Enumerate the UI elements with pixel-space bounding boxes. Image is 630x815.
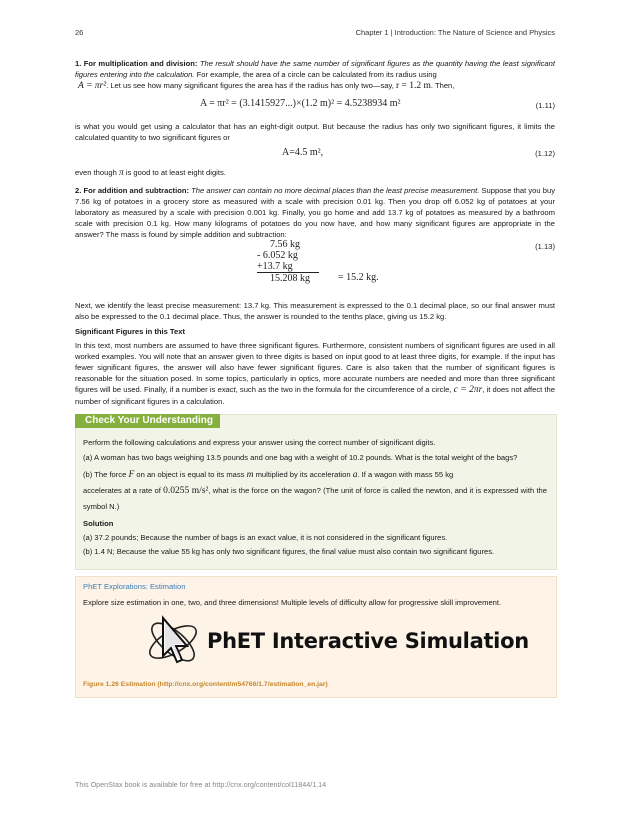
mass-symbol: m [246,470,254,480]
section-addition [75,185,555,240]
section2-text1: Suppose that you buy 7.56 kg of potatoes in a grocery store as measured with a scale with precision 0.01 kg. Then you drop off 6.052 kg of potatoes at your laboratory as measured by a scale with precision 0.001 kg. Finally, you go home and add 13.7 kg of potatoes as measured by a bathroom scale with precision 0.1 kg. How many kilograms of potatoes do you now have, and how many significant figures are appropriate in the answer? The mass is found by simple addition and subtraction: [75,186,555,239]
section1-text5a: even though [75,168,117,177]
section1-text4: is what you would get using a calculator that has an eight-digit output. But because the radius has only two significant figures, it limits the calculated quantity to two significant figures or [75,122,555,142]
section1-text5 [75,167,555,179]
solution-b: (b) 1.4 N; Because the value 55 kg has only two significant figures, the final value must also contain two significant figures. [83,547,495,556]
section1-text5b: is good to at least eight digits. [125,168,226,177]
sigfig-paragraph [75,340,555,407]
circumference-formula: c = 2πr [453,385,483,395]
figure-caption-link[interactable]: Figure 1.26 Estimation (http://cnx.org/content/m54766/1.7/estimation_en.jar) [83,681,328,688]
section2-heading: 2. For addition and subtraction: [75,186,190,195]
solution-label: Solution [83,519,114,528]
sigfig-exact: exact [217,385,236,394]
sigfig-heading: Significant Figures in this Text [75,327,185,336]
eq-line-4: 15.208 kg [270,273,310,284]
sigfig-text-c: , it does not affect the number of significant figures in a calculation. [75,385,555,406]
section1-text2: . Let us see how many significant figures the area has if the radius has only two—say, [106,81,394,90]
equation-1-13 [257,239,319,284]
eq-result: = 15.2 kg. [338,272,379,283]
qb-text1: (b) The force [83,470,127,479]
running-header: Chapter 1 | Introduction: The Nature of Science and Physics [355,28,555,37]
radius-value: r = 1.2 m [395,81,431,91]
section-multiplication [75,58,555,92]
page-number: 26 [75,28,84,37]
pi-symbol: π [118,168,124,178]
footer-text: This OpenStax book is available for free at http://cnx.org/content/col11844/1.14 [75,780,327,789]
cyu-content [83,437,547,557]
equation-number-1-13: (1.13) [535,242,555,251]
section1-text3: . Then, [430,81,455,90]
section1-text1: For example, the area of a circle can be calculated from its radius using [196,70,437,79]
qb-text4: . If a wagon with mass 55 kg [357,470,454,479]
equation-1-11: A = πr² = (3.1415927...)×(1.2 m)² = 4.5238934 m² [200,98,401,109]
phet-cursor-logo-icon [143,612,203,670]
solution-a: (a) 37.2 pounds; Because the number of bags is an exact value, it is not considered in the significant figures. [83,533,448,542]
cyu-question-b [83,467,547,515]
eq-line-3: +13.7 kg [257,261,319,273]
section2-rule: The answer can contain no more decimal places than the least precise measurement. [191,186,480,195]
acceleration-value: 0.0255 m/s² [163,486,209,496]
formula-area: A = πr² [78,81,107,91]
qb-text6: , what is the force on the wagon? (The unit of force is called the newton, and it is expressed with the symbol N.) [83,486,547,511]
phet-title: PhET Explorations: Estimation [83,582,186,591]
section1-heading: 1. For multiplication and division: [75,59,198,68]
eq-line-2: - 6.052 kg [257,250,298,261]
section2-text2: Next, we identify the least precise measurement: 13.7 kg. This measurement is expressed to the 0.1 decimal place, so our final answer must also be expressed to the 0.1 decimal place. Thus, the answer is rounded to the tenths place, giving us 15.2 kg. [75,301,555,321]
force-symbol: F [128,470,135,480]
phet-text: Explore size estimation in one, two, and three dimensions! Multiple levels of difficulty allow for progressive skill improvement. [83,598,502,607]
equation-1-12: A=4.5 m², [282,147,324,158]
sigfig-text: In this text, most numbers are assumed to have three significant figures. Furthermore, consistent numbers of significant figures are used in all worked examples. You will note that an answer given to three digits is based on input good to at least three digits, for example. If the input has fewer significant figures, the answer will also have fewer significant figures. Care is also taken that the number of significant figures is reasonable for the situation posed. In some topics, particularly in optics, more accurate numbers are needed and more than three significant figures will be used. Finally, if a number is [75,341,555,394]
figure-caption[interactable] [83,679,563,690]
cyu-question-a: (a) A woman has two bags weighing 13.5 pounds and one bag with a weight of 10.2 pounds. What is the total weight of the bags? [83,453,518,462]
qb-text3: multiplied by its acceleration [255,470,351,479]
equation-number-1-11: (1.11) [535,101,555,110]
qb-text2: on an object is equal to its mass [136,470,245,479]
qb-text5: accelerates at a rate of [83,486,161,495]
equation-number-1-12: (1.12) [535,149,555,158]
cyu-intro: Perform the following calculations and express your answer using the correct number of significant digits. [83,438,436,447]
eq-line-1: 7.56 kg [270,239,300,250]
section1-rule: The result should have the same number of significant figures as the quantity having the least significant figures entering into the calculation. [75,59,555,79]
check-your-understanding-tab: Check Your Understanding [75,414,220,428]
phet-logo-text: PhET Interactive Simulation [207,629,529,653]
acceleration-symbol: a [352,470,358,480]
sigfig-text-b: , such as the two in the formula for the circumference of a circle, [235,385,452,394]
